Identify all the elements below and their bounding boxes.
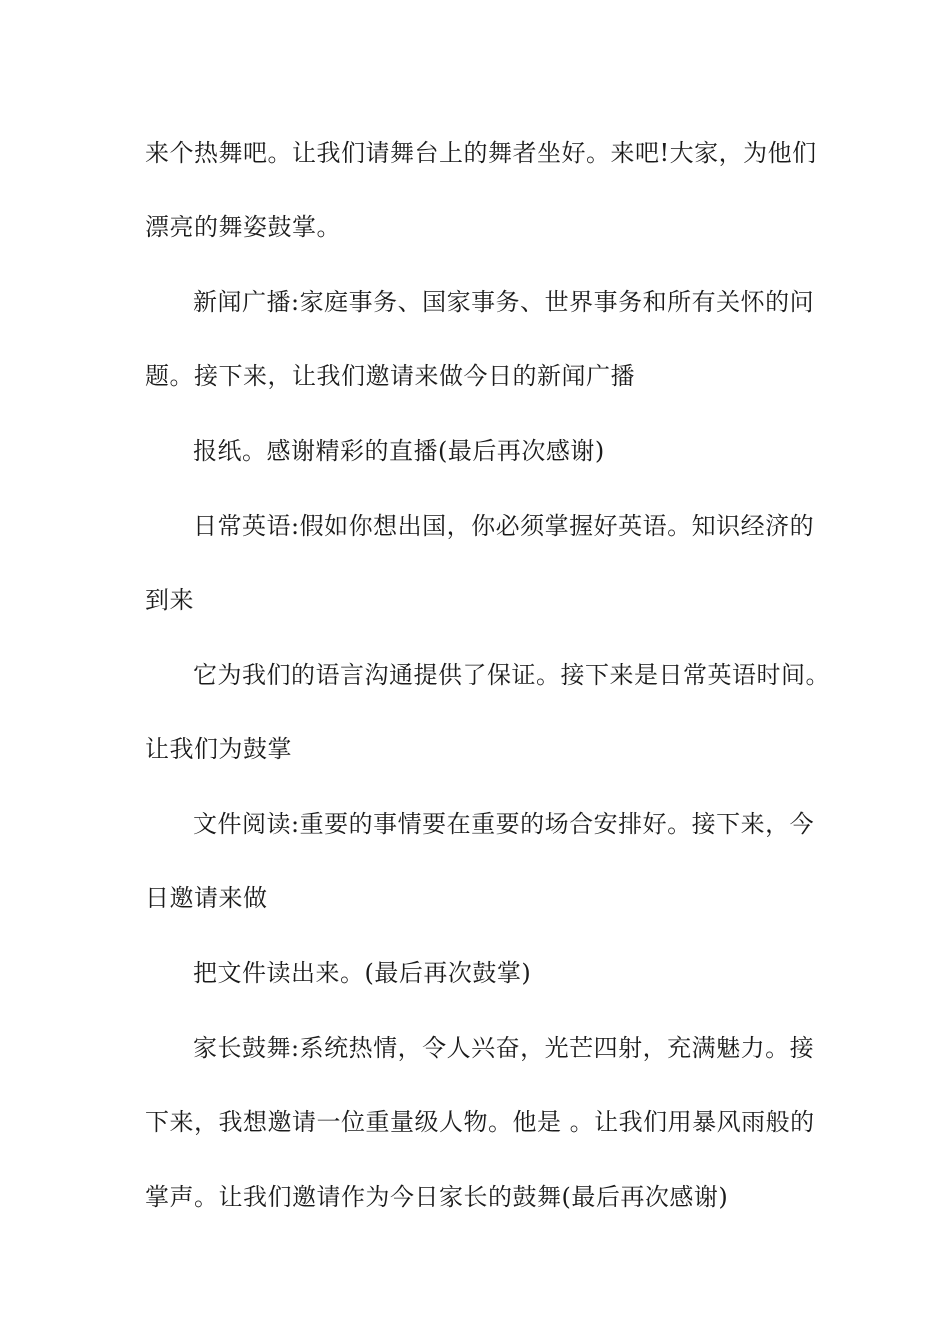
- text-line: 来个热舞吧。让我们请舞台上的舞者坐好。来吧!大家，为他们: [145, 139, 817, 167]
- text-line: 它为我们的语言沟通提供了保证。接下来是日常英语时间。: [193, 661, 830, 689]
- text-line: 日邀请来做: [145, 884, 268, 912]
- text-line: 掌声。让我们邀请作为今日家长的鼓舞(最后再次感谢): [145, 1183, 729, 1211]
- text-line: 到来: [145, 586, 194, 614]
- text-line: 题。接下来，让我们邀请来做今日的新闻广播: [145, 362, 635, 390]
- paragraph-daily-english: 日常英语:假如你想出国，你必须掌握好英语。知识经济的: [193, 512, 815, 540]
- text-line: 下来，我想邀请一位重量级人物。他是 。让我们用暴风雨般的: [145, 1108, 815, 1136]
- paragraph-news-broadcast: 新闻广播:家庭事务、国家事务、世界事务和所有关怀的问: [193, 288, 815, 316]
- text-line: 把文件读出来。(最后再次鼓掌): [193, 959, 532, 987]
- paragraph-parent-encouragement: 家长鼓舞:系统热情，令人兴奋，光芒四射，充满魅力。接: [193, 1034, 815, 1062]
- paragraph-document-reading: 文件阅读:重要的事情要在重要的场合安排好。接下来，今: [193, 810, 815, 838]
- text-line: 报纸。感谢精彩的直播(最后再次感谢): [193, 437, 605, 465]
- text-line: 漂亮的舞姿鼓掌。: [145, 213, 341, 241]
- text-line: 让我们为鼓掌: [145, 735, 292, 763]
